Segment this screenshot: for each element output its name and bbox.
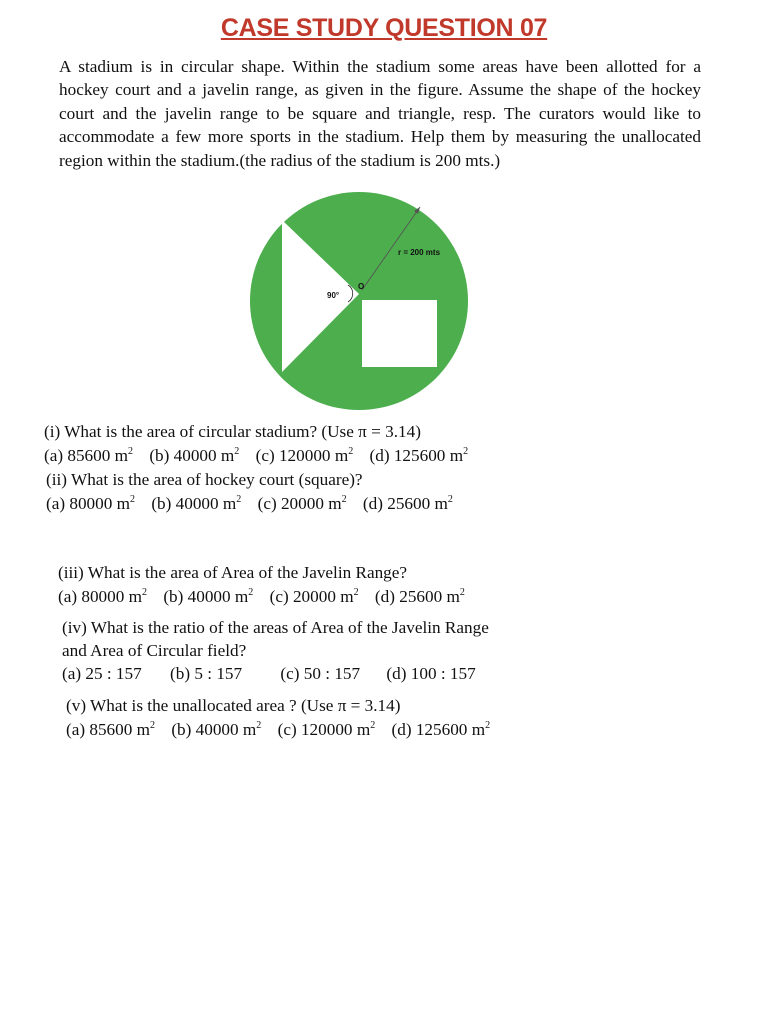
question-2-options: [46, 492, 453, 516]
option-d: (d) 25600 $m^2$: [362, 494, 453, 513]
option-c: (c) 20000 $m^2$: [257, 494, 347, 513]
question-4-text-line1: (iv) What is the ratio of the areas of Area of the Javelin Range: [62, 618, 489, 637]
hockey-court-square: [362, 300, 437, 367]
option-a: (a) 85600 $m^2$: [44, 446, 134, 465]
option-c: (c) 120000 $m^2$: [277, 720, 376, 739]
question-1-text: (i) What is the area of circular stadium? (Use π = 3.14): [44, 422, 421, 441]
radius-label: r = 200 mts: [398, 248, 441, 257]
option-c: (c) 120000 $m^2$: [255, 446, 354, 465]
option-d: (d) 100 : 157: [386, 664, 476, 683]
question-1-options: [44, 444, 468, 468]
question-3-options: [58, 585, 465, 609]
center-label: O: [358, 282, 365, 291]
stadium-diagram: [248, 190, 470, 412]
case-description: A stadium is in circular shape. Within the stadium some areas have been allotted for a hockey court and a javelin range, as given in the figure. Assume the shape of the hockey court and the javelin range to be square and triangle, resp. The curators would like to accommodate a few more sports in the stadium. Help them by measuring the unallocated region within the stadium.(the radius of the stadium is 200 mts.): [59, 57, 701, 170]
page-title: CASE STUDY QUESTION 07: [220, 14, 548, 42]
option-b: (b) 40000 $m^2$: [171, 720, 262, 739]
option-d: (d) 25600 $m^2$: [374, 587, 465, 606]
option-a: (a) 25 : 157: [62, 664, 142, 683]
option-b: (b) 40000 $m^2$: [149, 446, 240, 465]
question-3-text: (iii) What is the area of Area of the Javelin Range?: [58, 563, 408, 582]
question-4-options: [62, 662, 476, 686]
stadium-figure: [248, 190, 470, 412]
option-d: (d) 125600 $m^2$: [369, 446, 469, 465]
option-a: (a) 80000 $m^2$: [58, 587, 148, 606]
option-a: (a) 80000 $m^2$: [46, 494, 136, 513]
option-b: (b) 5 : 157: [170, 664, 243, 683]
option-b: (b) 40000 $m^2$: [163, 587, 254, 606]
question-4-text-line2: and Area of Circular field?: [62, 641, 247, 660]
option-c: (c) 50 : 157: [280, 664, 361, 683]
option-d: (d) 125600 $m^2$: [391, 720, 491, 739]
option-c: (c) 20000 $m^2$: [269, 587, 359, 606]
option-a: (a) 85600 $m^2$: [66, 720, 156, 739]
question-5-text: (v) What is the unallocated area ? (Use π = 3.14): [66, 696, 401, 715]
angle-label: 90°: [327, 291, 340, 300]
question-5-options: [66, 718, 490, 742]
question-2-text: (ii) What is the area of hockey court (square)?: [46, 470, 363, 489]
option-b: (b) 40000 $m^2$: [151, 494, 242, 513]
